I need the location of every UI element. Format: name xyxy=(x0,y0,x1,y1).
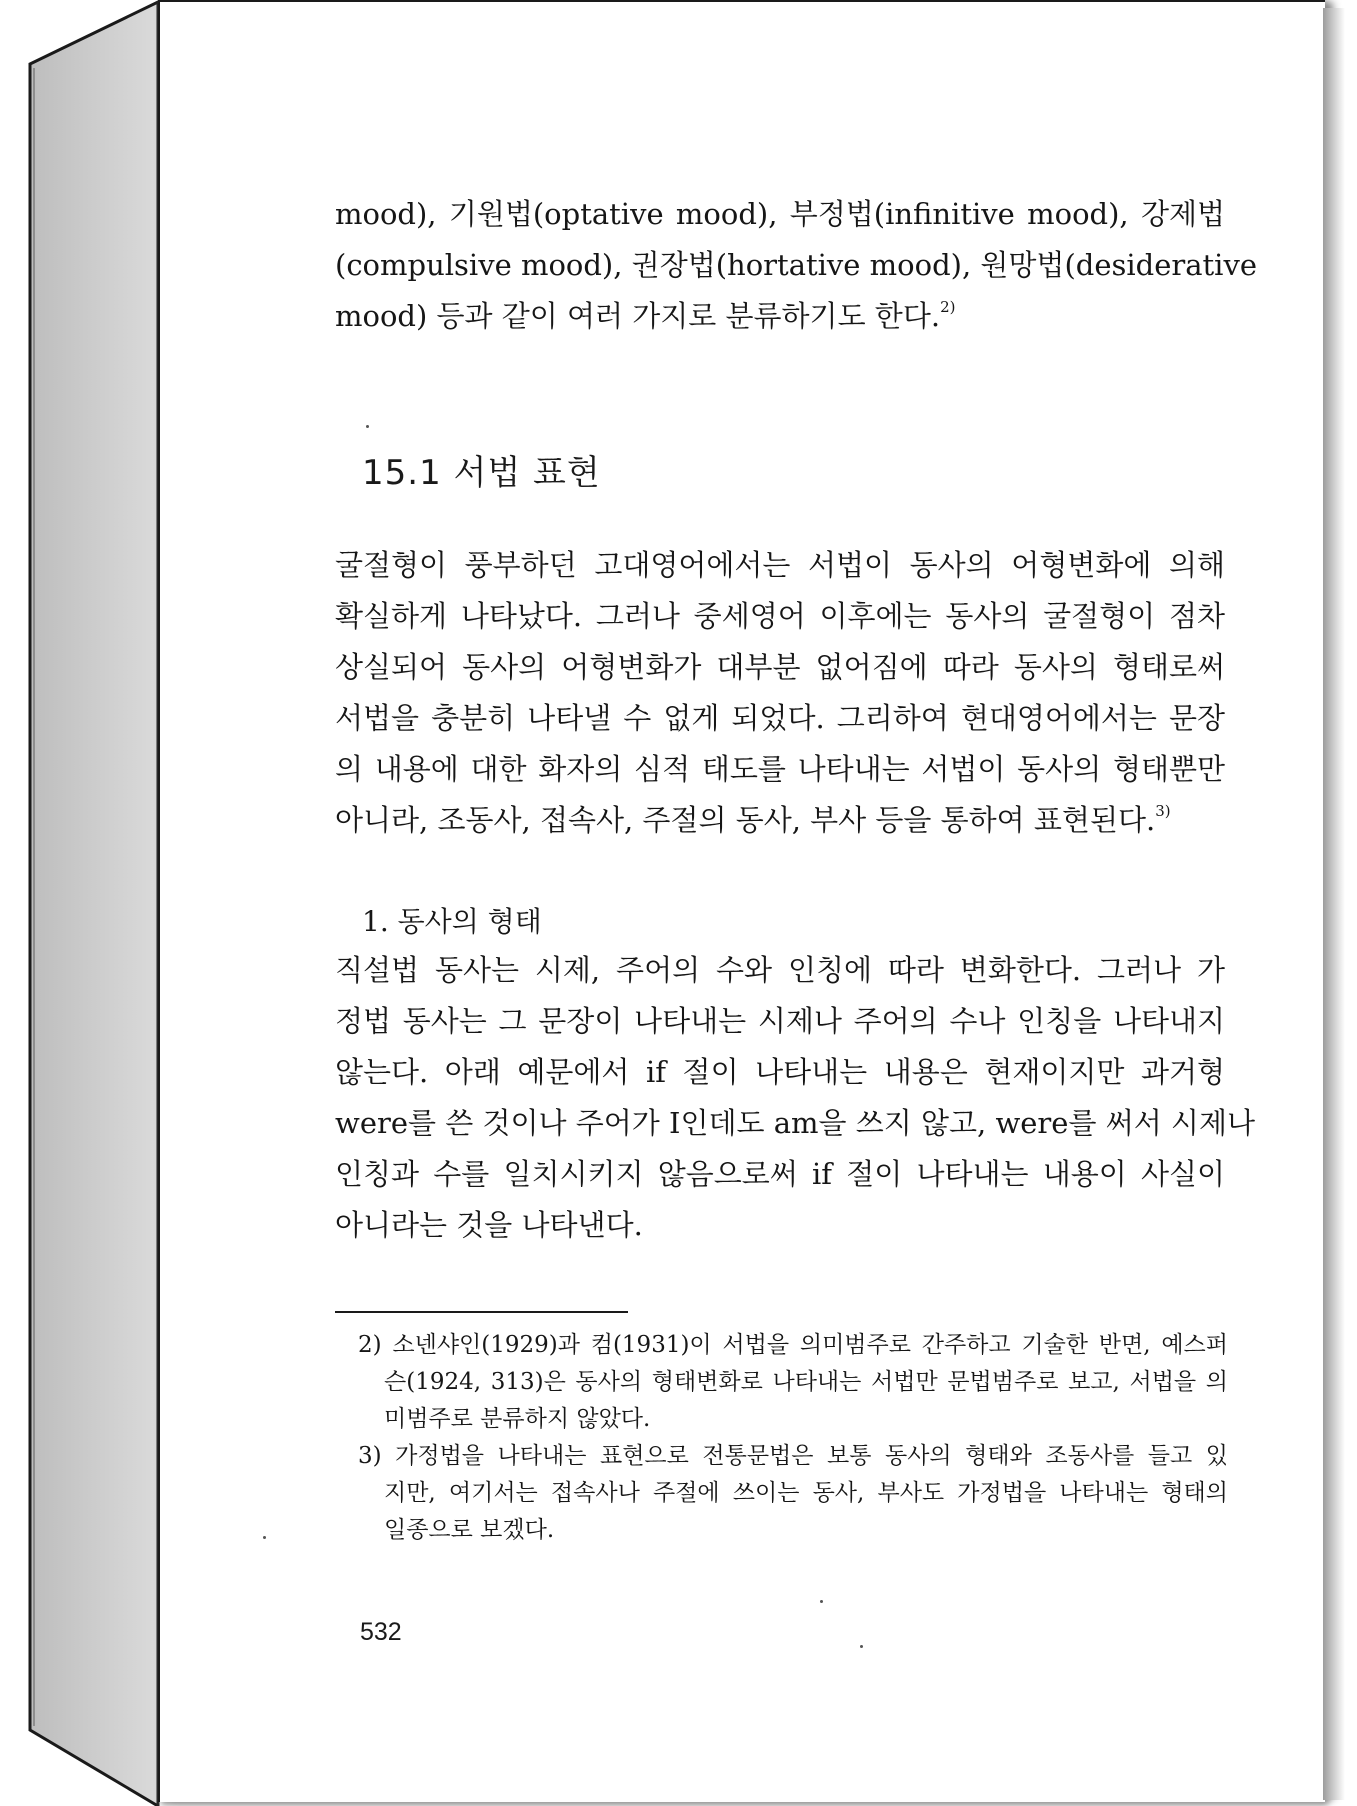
scan-speck xyxy=(366,425,369,428)
intro-line-2: (compulsive mood), 권장법(hortative mood), 원망법(desiderative xyxy=(335,248,1257,282)
footnote-2-line-1: 2) 소넨샤인(1929)과 컴(1931)이 서법을 의미범주로 간주하고 기술한 반면, 예스퍼 xyxy=(358,1332,1228,1358)
footnote-3-line-3: 일종으로 보겠다. xyxy=(384,1517,555,1543)
subsection-line-6: 아니라는 것을 나타낸다. xyxy=(335,1208,643,1242)
subsection-line-3: 않는다. 아래 예문에서 if 절이 나타내는 내용은 현재이지만 과거형 xyxy=(335,1055,1225,1089)
section-line-4: 서법을 충분히 나타낼 수 없게 되었다. 그리하여 현대영어에서는 문장 xyxy=(335,701,1225,735)
subsection-heading: 1. 동사의 형태 xyxy=(362,905,542,938)
footnote-3-line-1: 3) 가정법을 나타내는 표현으로 전통문법은 보통 동사의 형태와 조동사를 들고 있 xyxy=(358,1443,1228,1469)
subsection-line-4: were를 쓴 것이나 주어가 I인데도 am을 쓰지 않고, were를 써서 시제나 xyxy=(335,1106,1255,1140)
footnote-ref-2: 2) xyxy=(940,298,956,316)
subsection-line-2: 정법 동사는 그 문장이 나타내는 시제나 주어의 수나 인칭을 나타내지 xyxy=(335,1004,1225,1038)
section-line-1: 굴절형이 풍부하던 고대영어에서는 서법이 동사의 어형변화에 의해 xyxy=(335,548,1225,582)
page-number: 532 xyxy=(360,1618,402,1646)
scan-speck xyxy=(860,1645,863,1648)
scan-speck xyxy=(263,1536,266,1539)
section-line-2: 확실하게 나타났다. 그러나 중세영어 이후에는 동사의 굴절형이 점차 xyxy=(335,599,1225,633)
page-edge-shadow xyxy=(1323,8,1345,1800)
section-line-3: 상실되어 동사의 어형변화가 대부분 없어짐에 따라 동사의 형태로써 xyxy=(335,650,1225,684)
intro-line-3-text: mood) 등과 같이 여러 가지로 분류하기도 한다. xyxy=(335,299,941,333)
footnote-3-line-2: 지만, 여기서는 접속사나 주절에 쓰이는 동사, 부사도 가정법을 나타내는 형태의 xyxy=(384,1480,1228,1506)
section-heading: 15.1 서법 표현 xyxy=(362,453,601,493)
footnote-2-line-2: 슨(1924, 313)은 동사의 형태변화로 나타내는 서법만 문법범주로 보고, 서법을 의 xyxy=(384,1369,1228,1395)
subsection-line-1: 직설법 동사는 시제, 주어의 수와 인칭에 따라 변화한다. 그러나 가 xyxy=(335,953,1225,987)
footnote-divider xyxy=(335,1311,628,1313)
subsection-line-5: 인칭과 수를 일치시키지 않음으로써 if 절이 나타내는 내용이 사실이 xyxy=(335,1157,1225,1191)
intro-line-1: mood), 기원법(optative mood), 부정법(infinitive mood), 강제법 xyxy=(335,197,1225,231)
footnote-2-line-3: 미범주로 분류하지 않았다. xyxy=(384,1406,651,1432)
section-line-6-text: 아니라, 조동사, 접속사, 주절의 동사, 부사 등을 통하여 표현된다. xyxy=(335,803,1156,837)
footnote-ref-3: 3) xyxy=(1155,802,1171,820)
intro-line-3 xyxy=(335,296,1225,336)
section-line-5: 의 내용에 대한 화자의 심적 태도를 나타내는 서법이 동사의 형태뿐만 xyxy=(335,752,1225,786)
book-side-edge xyxy=(0,0,170,1806)
scan-speck xyxy=(820,1600,823,1603)
section-line-6 xyxy=(335,800,1225,840)
